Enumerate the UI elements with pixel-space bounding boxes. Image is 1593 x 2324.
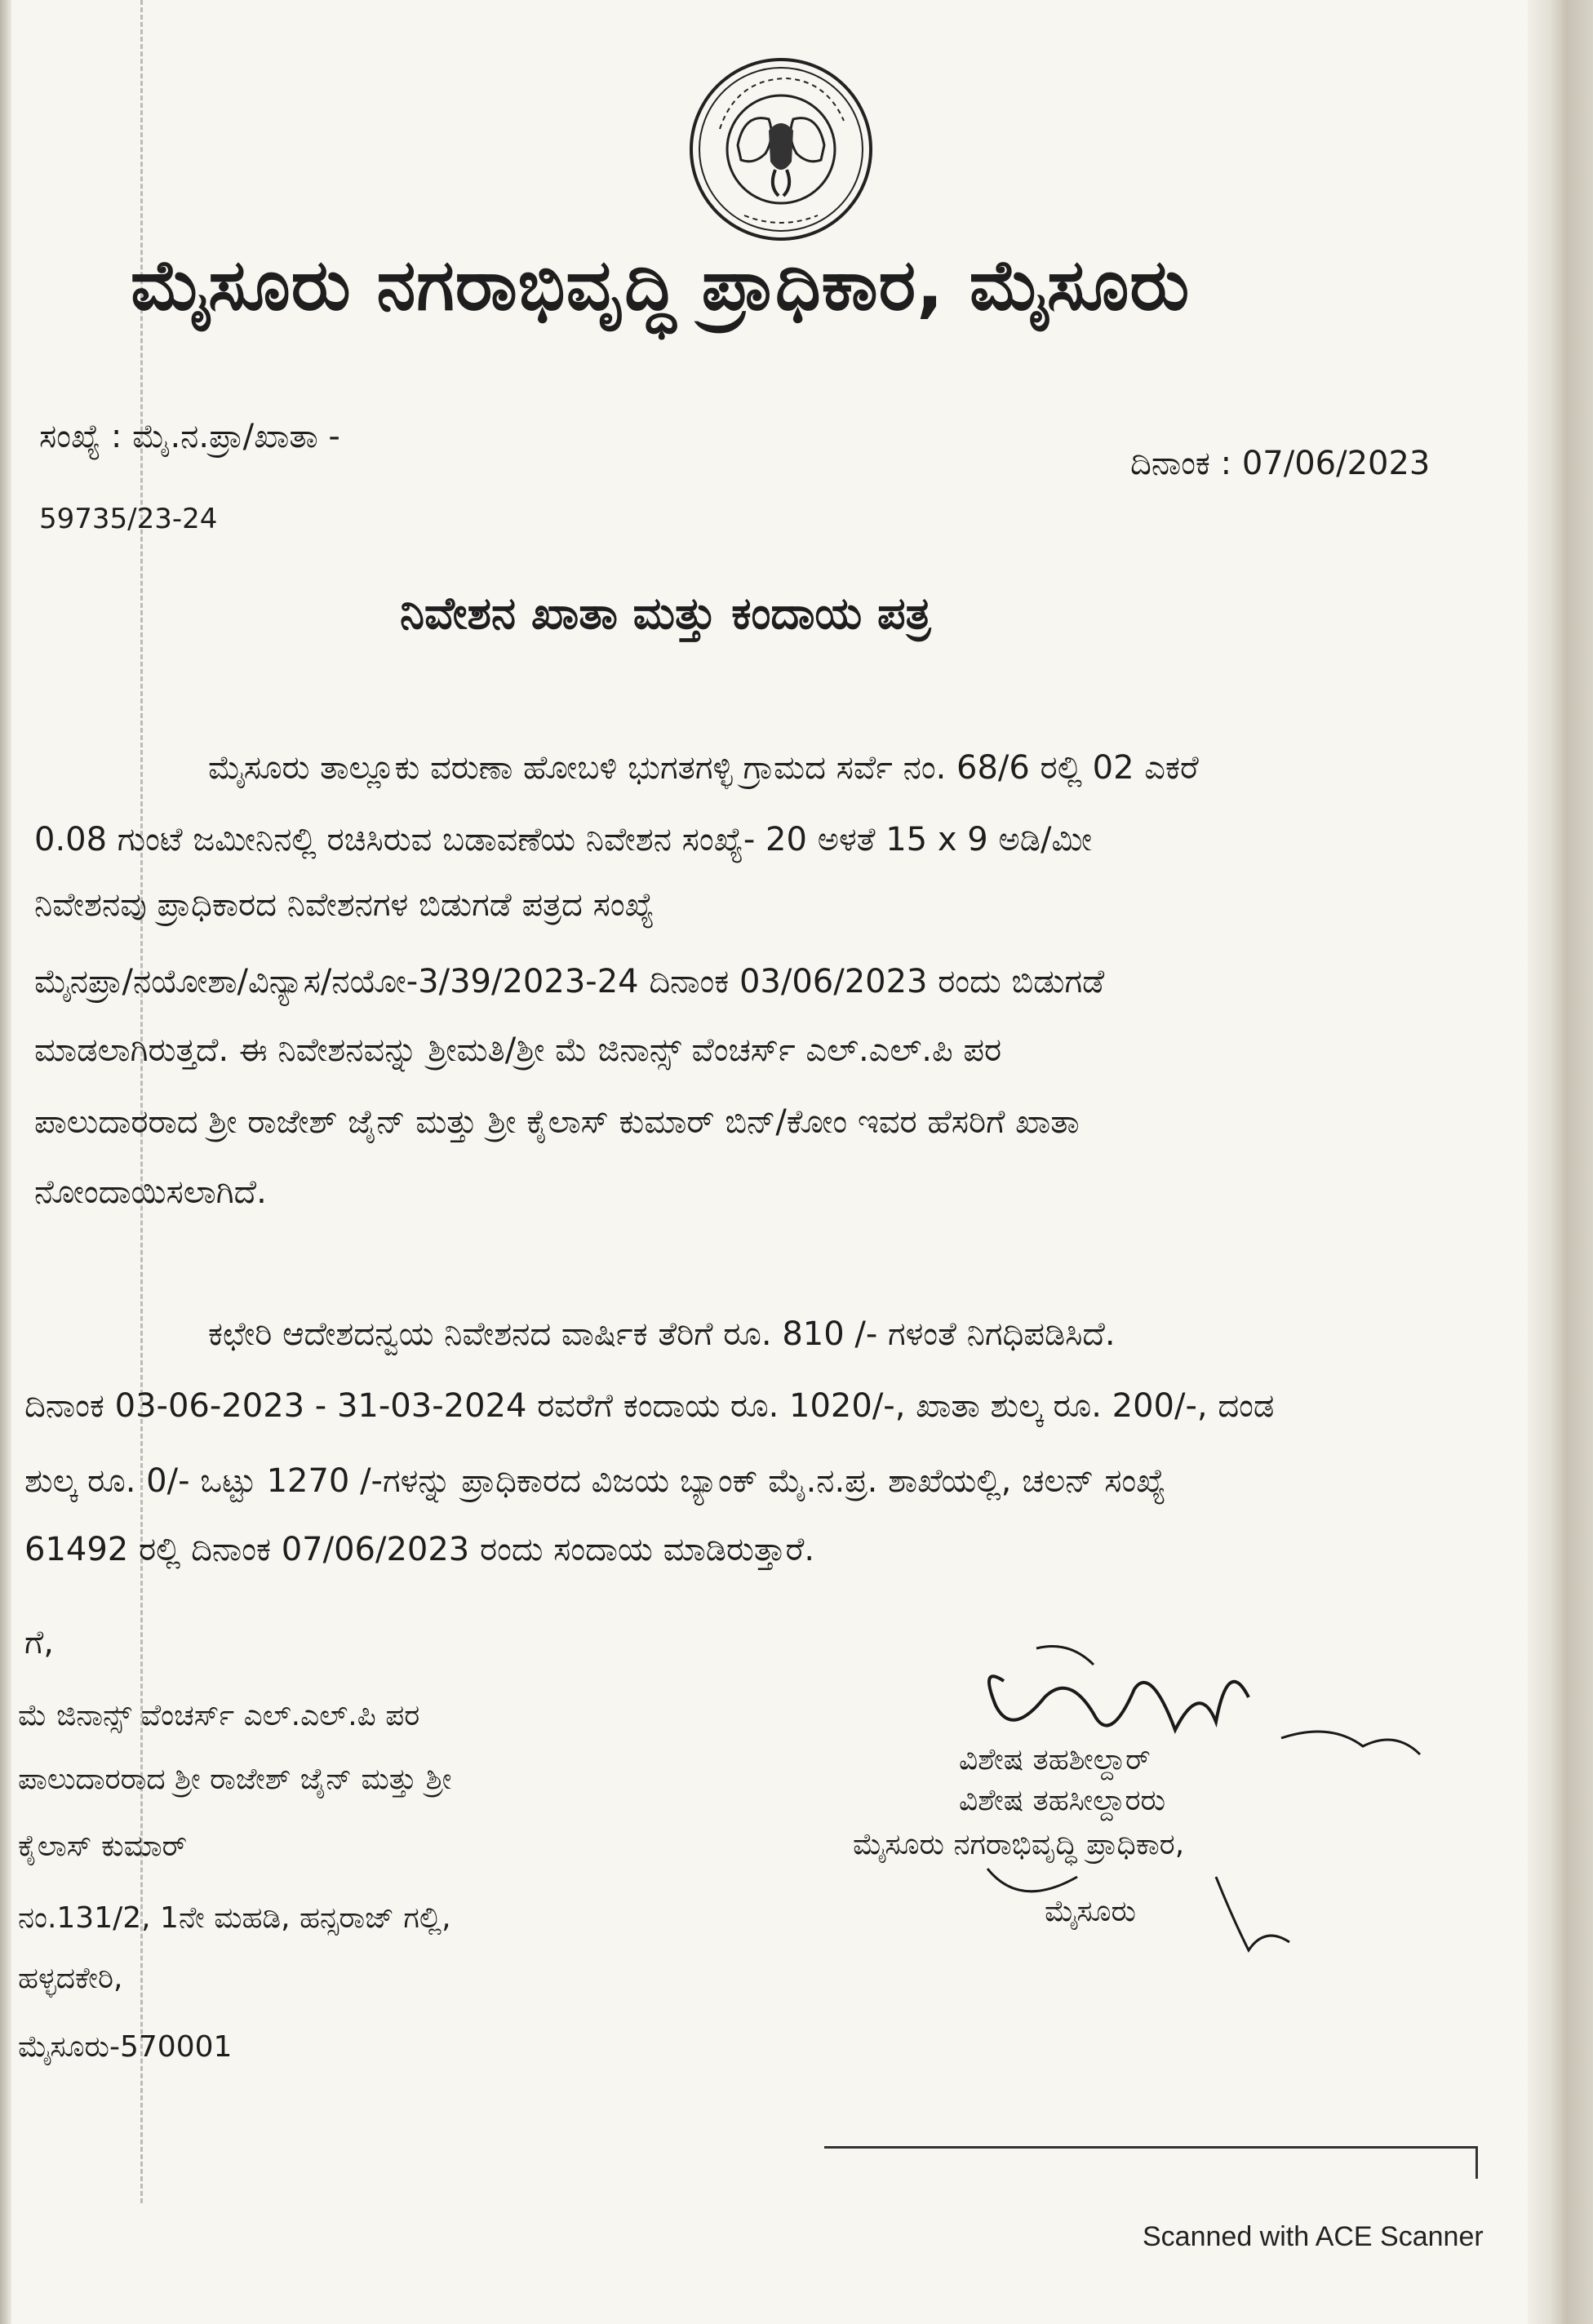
reference-number-line1: ಸಂಖ್ಯೆ : ಮೈ.ನ.ಪ್ರಾ/ಖಾತಾ - (39, 418, 340, 455)
paragraph2-line: ದಿನಾಂಕ 03-06-2023 - 31-03-2024 ರವರೆಗೆ ಕಂದಾಯ ರೂ. 1020/-, ಖಾತಾ ಶುಲ್ಕ ರೂ. 200/-, ದಂಡ (24, 1387, 1275, 1425)
paragraph2-line: ಶುಲ್ಕ ರೂ. 0/- ಒಟ್ಟು 1270 /-ಗಳನ್ನು ಪ್ರಾಧಿಕಾರದ ವಿಜಯ ಬ್ಯಾಂಕ್ ಮೈ.ನ.ಪ್ರ. ಶಾಖೆಯಲ್ಲಿ, ಚಲನ್ ಸಂಖ್ಯೆ (24, 1462, 1166, 1500)
paragraph1-line: ಮೈನಪ್ರಾ/ನಯೋಶಾ/ವಿನ್ಯಾಸ/ನಯೋ-3/39/2023-24 ದಿನಾಂಕ 03/06/2023 ರಂದು ಬಿಡುಗಡೆ (34, 963, 1105, 1000)
paragraph1-line: ನೋಂದಾಯಿಸಲಾಗಿದೆ. (34, 1173, 267, 1211)
paragraph1-line: ಪಾಲುದಾರರಾದ ಶ್ರೀ ರಾಜೇಶ್ ಜೈನ್ ಮತ್ತು ಶ್ರೀ ಕೈಲಾಸ್ ಕುಮಾರ್ ಬಿನ್/ಕೋಂ ಇವರ ಹೆಸರಿಗೆ ಖಾತಾ (34, 1103, 1080, 1141)
paragraph1-line: ಮೈಸೂರು ತಾಲ್ಲೂಕು ವರುಣಾ ಹೋಬಳಿ ಭುಗತಗಳ್ಳಿ ಗ್ರಾಮದ ಸರ್ವೆ ನಂ. 68/6 ರಲ್ಲಿ 02 ಎಕರೆ (208, 749, 1199, 787)
signatory-title: ವಿಶೇಷ ತಹಸೀಲ್ದಾರರು (959, 1784, 1166, 1817)
recipient-line: ಪಾಲುದಾರರಾದ ಶ್ರೀ ರಾಜೇಶ್ ಜೈನ್ ಮತ್ತು ಶ್ರೀ (18, 1763, 452, 1796)
signatory-organization: ಮೈಸೂರು ನಗರಾಭಿವೃದ್ಧಿ ಪ್ರಾಧಿಕಾರ, (853, 1828, 1185, 1861)
paragraph2-line: 61492 ರಲ್ಲಿ ದಿನಾಂಕ 07/06/2023 ರಂದು ಸಂದಾಯ ಮಾಡಿರುತ್ತಾರೆ. (24, 1531, 815, 1568)
recipient-line: ಕೈಲಾಸ್ ಕುಮಾರ್ (18, 1829, 188, 1863)
recipient-address-line: ಹಳ್ಳದಕೇರಿ, (18, 1962, 123, 1995)
paragraph1-line: ನಿವೇಶನವು ಪ್ರಾಧಿಕಾರದ ನಿವೇಶನಗಳ ಬಿಡುಗಡೆ ಪತ್ರದ ಸಂಖ್ಯೆ (34, 886, 655, 924)
fold-crease (140, 0, 143, 2203)
bottom-rule-tick (1475, 2146, 1478, 2179)
paragraph1-line: ಮಾಡಲಾಗಿರುತ್ತದೆ. ಈ ನಿವೇಶನವನ್ನು ಶ್ರೀಮತಿ/ಶ್ರೀ ಮೆ ಜಿನಾನ್ಸ್ ವೆಂಚರ್ಸ್ ಎಲ್.ಎಲ್.ಪಿ ಪರ (34, 1031, 1002, 1069)
authority-seal-icon (687, 55, 875, 243)
signatory-city: ಮೈಸೂರು (1045, 1895, 1136, 1928)
page-title: ಮೈಸೂರು ನಗರಾಭಿವೃದ್ಧಿ ಪ್ರಾಧಿಕಾರ, ಮೈಸೂರು (131, 245, 1191, 326)
recipient-salutation: ಗೆ, (24, 1624, 54, 1661)
paragraph1-line: 0.08 ಗುಂಟೆ ಜಮೀನಿನಲ್ಲಿ ರಚಿಸಿರುವ ಬಡಾವಣೆಯ ನಿವೇಶನ ಸಂಖ್ಯೆ- 20 ಅಳತೆ 15 x 9 ಅಡಿ/ಮೀ (34, 821, 1093, 858)
issue-date: ದಿನಾಂಕ : 07/06/2023 (1130, 445, 1431, 482)
paragraph2-line: ಕಛೇರಿ ಆದೇಶದನ್ವಯ ನಿವೇಶನದ ವಾರ್ಷಿಕ ತೆರಿಗೆ ರೂ. 810 /- ಗಳಂತೆ ನಿಗಧಿಪಡಿಸಿದೆ. (208, 1315, 1116, 1353)
bottom-rule (824, 2146, 1477, 2149)
reference-number-line2: 59735/23-24 (39, 503, 218, 535)
scanner-watermark: Scanned with ACE Scanner (1143, 2221, 1484, 2252)
document-heading: ನಿವೇಶನ ಖಾತಾ ಮತ್ತು ಕಂದಾಯ ಪತ್ರ (400, 588, 931, 639)
page-left-edge (0, 0, 11, 2324)
signatory-title-handwritten: ವಿಶೇಷ ತಹಶೀಲ್ದಾರ್ (959, 1743, 1151, 1776)
page-right-edge-shadow (1528, 0, 1593, 2324)
recipient-address-line: ನಂ.131/2, 1ನೇ ಮಹಡಿ, ಹನ್ಸರಾಜ್ ಗಲ್ಲಿ, (18, 1901, 451, 1935)
recipient-city-pin: ಮೈಸೂರು-570001 (18, 2030, 233, 2064)
recipient-line: ಮೆ ಜಿನಾನ್ಸ್ ವೆಂಚರ್ಸ್ ಎಲ್.ಎಲ್.ಪಿ ಪರ (18, 1699, 420, 1732)
